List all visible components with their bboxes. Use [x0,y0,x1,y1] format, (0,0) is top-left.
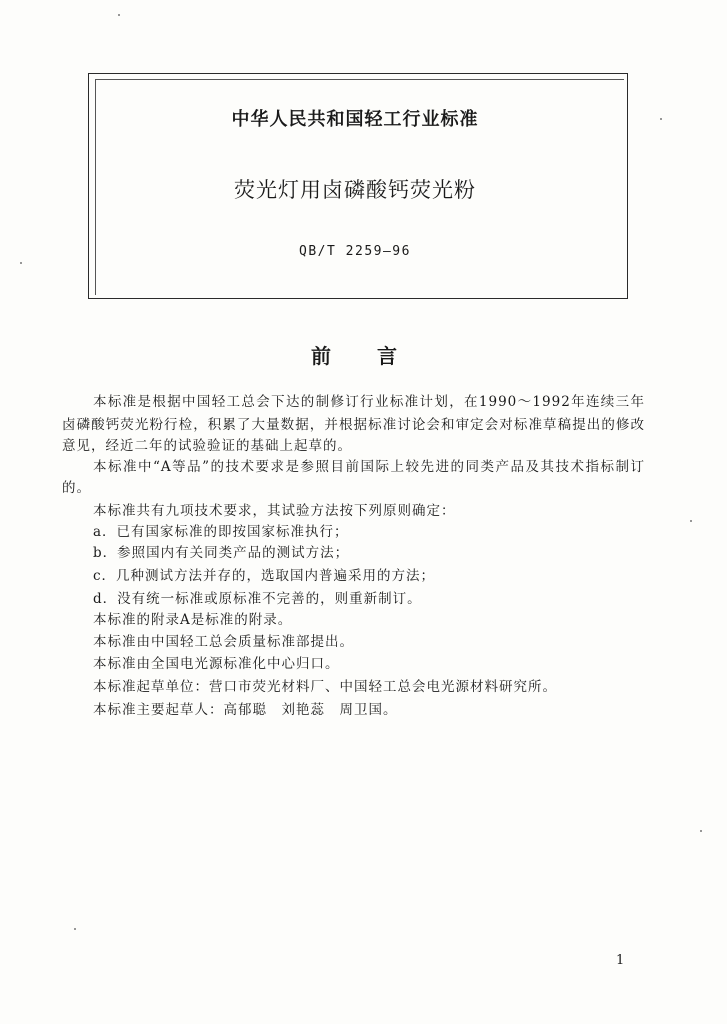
preface-line: 本标准是根据中国轻工总会下达的制修订行业标准计划，在1990～1992年连续三年 [93,394,645,410]
scan-speck [118,14,120,16]
preface-line: 本标准共有九项技术要求，其试验方法按下列原则确定： [93,503,456,519]
preface-line: 卤磷酸钙荧光粉行检，积累了大量数据，并根据标准讨论会和审定会对标准草稿提出的修改 [62,417,645,433]
preface-line: 本标准由全国电光源标准化中心归口。 [93,656,340,672]
list-item-c: c．几种测试方法并存的，选取国内普遍采用的方法； [93,568,436,584]
standard-category: 中华人民共和国轻工行业标准 [231,109,479,130]
drafting-units-line: 本标准起草单位：营口市荧光材料厂、中国轻工总会电光源材料研究所。 [93,679,557,695]
preface-heading: 前 言 [311,344,399,368]
preface-line: 本标准中“A等品”的技术要求是参照目前国际上较先进的同类产品及其技术指标制订 [93,459,645,475]
drafters-line: 本标准主要起草人：高郁聪 刘艳蕊 周卫国。 [93,702,398,718]
preface-line: 本标准的附录A是标准的附录。 [93,612,293,628]
preface-line: 本标准由中国轻工总会质量标准部提出。 [93,634,354,650]
list-item-b: b．参照国内有关同类产品的测试方法； [93,545,350,561]
scan-speck [700,830,702,832]
scan-speck [20,262,22,264]
page-number: 1 [616,953,625,968]
scan-speck [74,928,76,930]
scan-speck [660,118,662,120]
preface-line: 的。 [62,480,91,496]
scan-speck [690,520,692,522]
list-item-a: a．已有国家标准的即按国家标准执行； [93,524,349,540]
preface-line: 意见，经近二年的试验验证的基础上起草的。 [62,438,352,454]
standard-title: 荧光灯用卤磷酸钙荧光粉 [234,178,476,202]
standard-code: QB/T 2259—96 [299,244,411,259]
list-item-d: d．没有统一标准或原标准不完善的，则重新制订。 [93,591,422,607]
